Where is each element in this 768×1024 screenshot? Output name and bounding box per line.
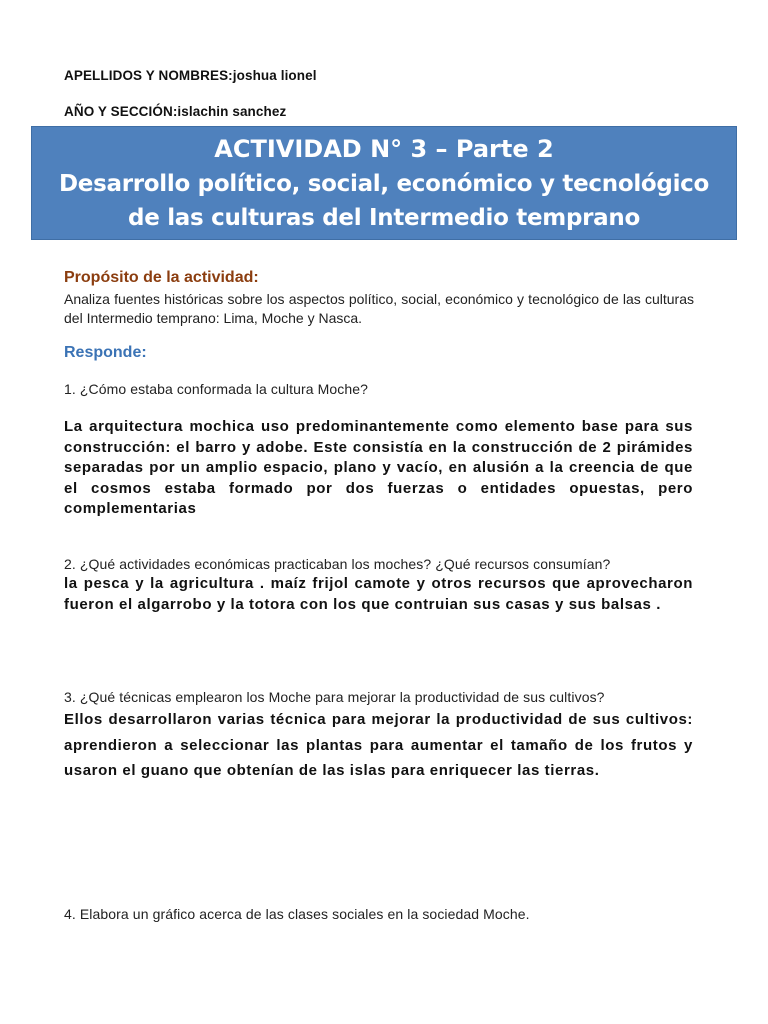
answer-2: la pesca y la agricultura . maíz frijol camote y otros recursos que aprovecharon fueron el algarrobo y la totora con los que contruian sus casas y sus balsas . [64,575,693,613]
activity-subtitle-line2: de las culturas del Intermedio temprano [128,205,640,231]
answer-3: Ellos desarrollaron varias técnica para mejorar la productividad de sus cultivos: aprendieron a seleccionar las plantas para aumentar el tamaño de los frutos y usaron el guano que obtenían de las islas para enriquecer las tierras. [64,711,693,779]
activity-subtitle-line1: Desarrollo político, social, económico y tecnológico [59,171,709,197]
respond-heading: Responde: [64,344,147,361]
purpose-text: Analiza fuentes históricas sobre los aspectos político, social, económico y tecnológico de las culturas del Intermedio temprano: Lima, Moche y Nasca. [64,291,694,326]
student-name-line: APELLIDOS Y NOMBRES:joshua lionel [64,68,317,83]
question-2: 2. ¿Qué actividades económicas practicaban los moches? ¿Qué recursos consumían? [64,556,611,572]
activity-number-title: ACTIVIDAD N° 3 – Parte 2 [214,135,554,163]
question-1: 1. ¿Cómo estaba conformada la cultura Moche? [64,381,368,397]
question-4: 4. Elabora un gráfico acerca de las clases sociales en la sociedad Moche. [64,906,530,922]
answer-1: La arquitectura mochica uso predominantemente como elemento base para sus construcción: el barro y adobe. Este consistía en la construcción de 2 pirámides separadas por un amplio espacio, plano y vacío, en alusión a la creencia de que el cosmos estaba formado por dos fuerzas o entidades opuestas, pero complementarias [64,418,693,517]
question-3: 3. ¿Qué técnicas emplearon los Moche para mejorar la productividad de sus cultivos? [64,689,605,705]
activity-title-banner [31,126,737,240]
purpose-heading: Propósito de la actividad: [64,269,259,286]
student-section-line: AÑO Y SECCIÓN:islachin sanchez [64,104,287,119]
